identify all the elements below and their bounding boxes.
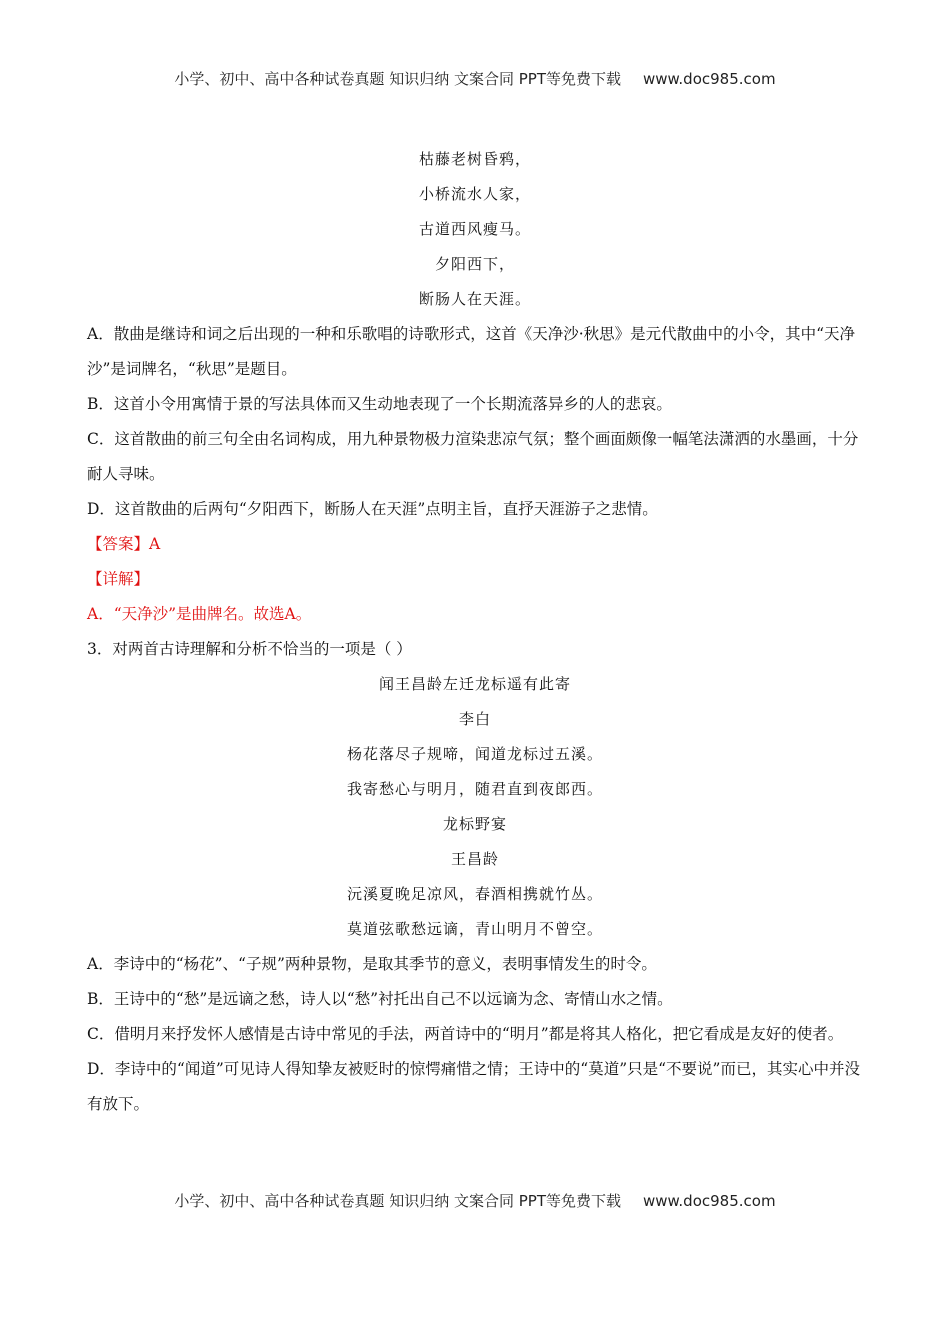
answer-label: 【答案】 <box>87 535 150 553</box>
q2-option-c: C．这首散曲的前三句全由名词构成，用九种景物极力渲染悲凉气氛；整个画面颇像一幅笔法潇洒的水墨画，十分耐人寻味。 <box>87 430 859 483</box>
q2-option-b: B．这首小令用寓情于景的写法具体而又生动地表现了一个长期流落异乡的人的悲哀。 <box>87 395 672 413</box>
q3-stem: 3．对两首古诗理解和分析不恰当的一项是（ ） <box>87 640 412 658</box>
q3-option-c: C．借明月来抒发怀人感情是古诗中常见的手法，两首诗中的“明月”都是将其人格化，把它看成是友好的使者。 <box>87 1025 844 1043</box>
poem-line: 枯藤老树昏鸦， <box>418 150 531 168</box>
poem-line: 我寄愁心与明月，随君直到夜郎西。 <box>346 780 603 798</box>
header-text: 小学、初中、高中各种试卷真题 知识归纳 文案合同 PPT等免费下载 <box>174 70 621 88</box>
footer-site-link[interactable]: www.doc985.com <box>642 1192 776 1210</box>
q2-option-a: A．散曲是继诗和词之后出现的一种和乐歌唱的诗歌形式，这首《天净沙·秋思》是元代散曲中的小令，其中“天净沙”是词牌名，“秋思”是题目。 <box>87 325 856 378</box>
poem-title: 龙标野宴 <box>442 815 507 833</box>
poem-line: 小桥流水人家， <box>418 185 531 203</box>
poem-line: 古道西风瘦马。 <box>418 220 531 238</box>
poem-line: 杨花落尽子规啼，闻道龙标过五溪。 <box>346 745 603 763</box>
q3-option-a: A．李诗中的“杨花”、“子规”两种景物，是取其季节的意义，表明事情发生的时令。 <box>87 955 657 973</box>
poem-line: 夕阳西下， <box>434 255 515 273</box>
q3-option-b: B．王诗中的“愁”是远谪之愁，诗人以“愁”衬托出自己不以远谪为念、寄情山水之情。 <box>87 990 673 1008</box>
page-header <box>0 68 950 89</box>
header-site-link[interactable]: www.doc985.com <box>642 70 776 88</box>
poem-line: 沅溪夏晚足凉风，春酒相携就竹丛。 <box>346 885 603 903</box>
answer-line <box>87 527 863 562</box>
poem-author: 李白 <box>458 710 491 728</box>
detail-text: A．“天净沙”是曲牌名。故选A。 <box>87 605 312 623</box>
q2-option-d: D．这首散曲的后两句“夕阳西下，断肠人在天涯”点明主旨，直抒天涯游子之悲情。 <box>87 500 658 518</box>
page-footer <box>0 1190 950 1211</box>
poem-line: 断肠人在天涯。 <box>418 290 531 308</box>
detail-label: 【详解】 <box>87 570 150 588</box>
poem-title: 闻王昌龄左迁龙标遥有此寄 <box>378 675 571 693</box>
document-body <box>87 142 863 1122</box>
poem-author: 王昌龄 <box>450 850 499 868</box>
q3-option-d: D．李诗中的“闻道”可见诗人得知挚友被贬时的惊愕痛惜之情；王诗中的“莫道”只是“不要说”而已，其实心中并没有放下。 <box>87 1060 860 1113</box>
answer-value: A <box>149 535 161 553</box>
poem-line: 莫道弦歌愁远谪，青山明月不曾空。 <box>346 920 603 938</box>
footer-text: 小学、初中、高中各种试卷真题 知识归纳 文案合同 PPT等免费下载 <box>174 1192 621 1210</box>
